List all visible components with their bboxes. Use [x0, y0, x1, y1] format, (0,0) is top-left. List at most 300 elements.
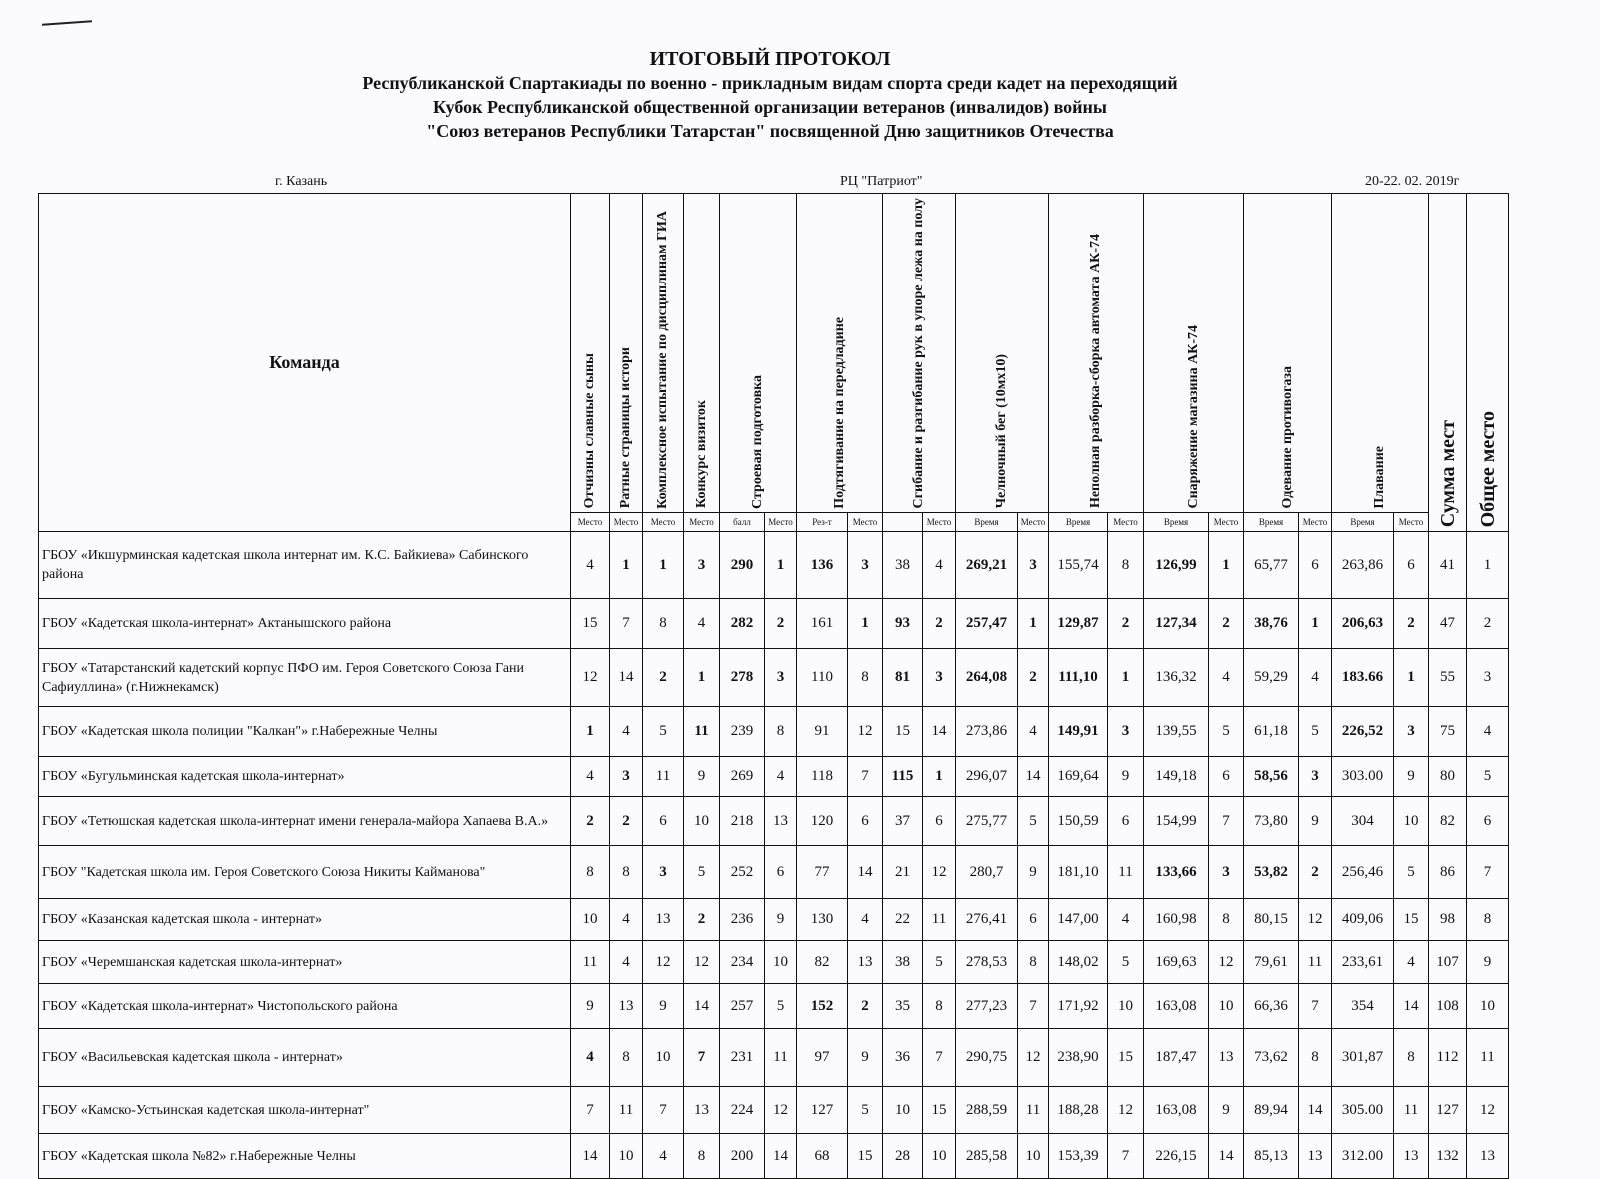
value-cell: 290 — [720, 532, 765, 599]
value-cell: 10 — [610, 1134, 643, 1179]
subheader-cell: Место — [684, 513, 720, 532]
value-cell: 10 — [1394, 797, 1429, 846]
subtitle-line: Республиканской Спартакиады по военно - прикладным видам спорта среди кадет на переходящий — [362, 73, 1178, 93]
value-cell: 275,77 — [956, 797, 1018, 846]
value-cell: 13 — [684, 1087, 720, 1134]
value-cell: 226,52 — [1332, 707, 1394, 757]
value-cell: 206,63 — [1332, 599, 1394, 649]
value-cell: 47 — [1429, 599, 1467, 649]
value-cell: 4 — [571, 1029, 610, 1087]
value-cell: 3 — [1108, 707, 1144, 757]
value-cell: 13 — [1209, 1029, 1244, 1087]
table-row — [39, 1134, 1509, 1179]
value-cell: 11 — [1108, 846, 1144, 899]
header-col-6 — [883, 194, 956, 513]
value-cell: 11 — [765, 1029, 797, 1087]
value-cell: 73,62 — [1244, 1029, 1299, 1087]
header-team: Команда — [39, 194, 571, 532]
value-cell: 9 — [684, 757, 720, 797]
value-cell: 304 — [1332, 797, 1394, 846]
value-cell: 112 — [1429, 1029, 1467, 1087]
value-cell: 288,59 — [956, 1087, 1018, 1134]
value-cell: 14 — [923, 707, 956, 757]
table-row — [39, 649, 1509, 707]
value-cell: 3 — [848, 532, 883, 599]
value-cell: 187,47 — [1144, 1029, 1209, 1087]
value-cell: 354 — [1332, 984, 1394, 1029]
value-cell: 5 — [848, 1087, 883, 1134]
value-cell: 111,10 — [1049, 649, 1108, 707]
value-cell: 312.00 — [1332, 1134, 1394, 1179]
value-cell: 2 — [1299, 846, 1332, 899]
value-cell: 10 — [643, 1029, 684, 1087]
value-cell: 10 — [765, 941, 797, 984]
header-col-12 — [1429, 194, 1467, 532]
team-name: ГБОУ «Икшурминская кадетская школа интернат им. К.С. Байкиева» Сабинского района — [39, 532, 571, 599]
subheader-cell: Место — [848, 513, 883, 532]
value-cell: 13 — [643, 899, 684, 941]
value-cell: 127 — [797, 1087, 848, 1134]
value-cell: 1 — [1299, 599, 1332, 649]
value-cell: 4 — [1467, 707, 1509, 757]
value-cell: 154,99 — [1144, 797, 1209, 846]
value-cell: 13 — [1394, 1134, 1429, 1179]
header-label: Подтягивание на передладине — [831, 316, 847, 509]
subheader-cell: Место — [643, 513, 684, 532]
value-cell: 13 — [1299, 1134, 1332, 1179]
value-cell: 77 — [797, 846, 848, 899]
value-cell: 238,90 — [1049, 1029, 1108, 1087]
header-label: Общее место — [1476, 411, 1499, 528]
value-cell: 3 — [684, 532, 720, 599]
value-cell: 55 — [1429, 649, 1467, 707]
value-cell: 110 — [797, 649, 848, 707]
value-cell: 3 — [643, 846, 684, 899]
subheader-cell: Время — [956, 513, 1018, 532]
value-cell: 8 — [1299, 1029, 1332, 1087]
value-cell: 11 — [1394, 1087, 1429, 1134]
subheader-cell: Время — [1332, 513, 1394, 532]
value-cell: 8 — [848, 649, 883, 707]
table-row — [39, 1087, 1509, 1134]
header-col-1 — [610, 194, 643, 513]
value-cell: 9 — [1018, 846, 1049, 899]
header-col-7 — [956, 194, 1049, 513]
value-cell: 73,80 — [1244, 797, 1299, 846]
value-cell: 269,21 — [956, 532, 1018, 599]
value-cell: 6 — [848, 797, 883, 846]
value-cell: 8 — [765, 707, 797, 757]
value-cell: 3 — [610, 757, 643, 797]
value-cell: 6 — [1299, 532, 1332, 599]
value-cell: 2 — [1394, 599, 1429, 649]
value-cell: 6 — [765, 846, 797, 899]
value-cell: 12 — [684, 941, 720, 984]
value-cell: 188,28 — [1049, 1087, 1108, 1134]
table-row — [39, 1029, 1509, 1087]
value-cell: 233,61 — [1332, 941, 1394, 984]
value-cell: 5 — [643, 707, 684, 757]
value-cell: 1 — [848, 599, 883, 649]
value-cell: 4 — [643, 1134, 684, 1179]
value-cell: 1 — [1018, 599, 1049, 649]
value-cell: 14 — [1018, 757, 1049, 797]
team-name: ГБОУ «Кадетская школа полиции "Калкан"» г.Набережные Челны — [39, 707, 571, 757]
value-cell: 12 — [923, 846, 956, 899]
header-label: Сумма мест — [1436, 420, 1459, 528]
value-cell: 9 — [1108, 757, 1144, 797]
value-cell: 2 — [1018, 649, 1049, 707]
value-cell: 4 — [610, 941, 643, 984]
subheader-cell: Место — [765, 513, 797, 532]
value-cell: 53,82 — [1244, 846, 1299, 899]
value-cell: 7 — [1467, 846, 1509, 899]
subheader-cell: Рез-т — [797, 513, 848, 532]
results-table — [38, 193, 1509, 1179]
value-cell: 120 — [797, 797, 848, 846]
value-cell: 4 — [1394, 941, 1429, 984]
value-cell: 41 — [1429, 532, 1467, 599]
header-col-3 — [684, 194, 720, 513]
value-cell: 2 — [610, 797, 643, 846]
value-cell: 10 — [883, 1087, 923, 1134]
value-cell: 218 — [720, 797, 765, 846]
value-cell: 3 — [1394, 707, 1429, 757]
value-cell: 10 — [1018, 1134, 1049, 1179]
value-cell: 12 — [1299, 899, 1332, 941]
value-cell: 169,63 — [1144, 941, 1209, 984]
value-cell: 10 — [571, 899, 610, 941]
value-cell: 38,76 — [1244, 599, 1299, 649]
value-cell: 4 — [1018, 707, 1049, 757]
value-cell: 10 — [923, 1134, 956, 1179]
value-cell: 301,87 — [1332, 1029, 1394, 1087]
value-cell: 86 — [1429, 846, 1467, 899]
value-cell: 5 — [1018, 797, 1049, 846]
value-cell: 3 — [1299, 757, 1332, 797]
header-col-8 — [1049, 194, 1144, 513]
value-cell: 153,39 — [1049, 1134, 1108, 1179]
team-name: ГБОУ «Камско-Устьинская кадетская школа-интернат" — [39, 1087, 571, 1134]
subheader-cell: Место — [1394, 513, 1429, 532]
value-cell: 12 — [1209, 941, 1244, 984]
header-col-4 — [720, 194, 797, 513]
value-cell: 11 — [571, 941, 610, 984]
value-cell: 97 — [797, 1029, 848, 1087]
value-cell: 4 — [684, 599, 720, 649]
header-label: Сгибание и разгибание рук в упоре лежа на полу — [911, 198, 926, 509]
value-cell: 75 — [1429, 707, 1467, 757]
value-cell: 14 — [765, 1134, 797, 1179]
value-cell: 8 — [1108, 532, 1144, 599]
table-row — [39, 846, 1509, 899]
value-cell: 66,36 — [1244, 984, 1299, 1029]
value-cell: 148,02 — [1049, 941, 1108, 984]
value-cell: 7 — [610, 599, 643, 649]
value-cell: 252 — [720, 846, 765, 899]
value-cell: 82 — [797, 941, 848, 984]
value-cell: 15 — [883, 707, 923, 757]
value-cell: 9 — [765, 899, 797, 941]
value-cell: 181,10 — [1049, 846, 1108, 899]
value-cell: 231 — [720, 1029, 765, 1087]
table-row — [39, 707, 1509, 757]
value-cell: 5 — [1467, 757, 1509, 797]
value-cell: 3 — [1209, 846, 1244, 899]
value-cell: 9 — [1299, 797, 1332, 846]
value-cell: 149,91 — [1049, 707, 1108, 757]
value-cell: 14 — [571, 1134, 610, 1179]
subheader-cell: Место — [1209, 513, 1244, 532]
value-cell: 59,29 — [1244, 649, 1299, 707]
value-cell: 85,13 — [1244, 1134, 1299, 1179]
value-cell: 277,23 — [956, 984, 1018, 1029]
subheader-cell: Время — [1049, 513, 1108, 532]
value-cell: 12 — [571, 649, 610, 707]
value-cell: 5 — [684, 846, 720, 899]
value-cell: 8 — [1209, 899, 1244, 941]
value-cell: 7 — [1108, 1134, 1144, 1179]
value-cell: 65,77 — [1244, 532, 1299, 599]
value-cell: 7 — [1018, 984, 1049, 1029]
value-cell: 108 — [1429, 984, 1467, 1029]
value-cell: 11 — [610, 1087, 643, 1134]
value-cell: 1 — [1394, 649, 1429, 707]
value-cell: 1 — [1209, 532, 1244, 599]
value-cell: 22 — [883, 899, 923, 941]
table-row — [39, 984, 1509, 1029]
value-cell: 3 — [923, 649, 956, 707]
value-cell: 37 — [883, 797, 923, 846]
table-row — [39, 941, 1509, 984]
value-cell: 9 — [1467, 941, 1509, 984]
value-cell: 13 — [1467, 1134, 1509, 1179]
value-cell: 10 — [1108, 984, 1144, 1029]
document-header — [0, 47, 1540, 143]
value-cell: 10 — [1467, 984, 1509, 1029]
value-cell: 5 — [1299, 707, 1332, 757]
value-cell: 80 — [1429, 757, 1467, 797]
value-cell: 8 — [1467, 899, 1509, 941]
value-cell: 2 — [923, 599, 956, 649]
venue: РЦ "Патриот" — [840, 174, 923, 189]
value-cell: 35 — [883, 984, 923, 1029]
subheader-cell: Место — [1018, 513, 1049, 532]
value-cell: 5 — [1209, 707, 1244, 757]
team-name: ГБОУ «Васильевская кадетская школа - интернат» — [39, 1029, 571, 1087]
value-cell: 305.00 — [1332, 1087, 1394, 1134]
value-cell: 9 — [1209, 1087, 1244, 1134]
value-cell: 13 — [848, 941, 883, 984]
value-cell: 98 — [1429, 899, 1467, 941]
value-cell: 257 — [720, 984, 765, 1029]
value-cell: 7 — [684, 1029, 720, 1087]
subheader-cell — [883, 513, 923, 532]
value-cell: 276,41 — [956, 899, 1018, 941]
value-cell: 8 — [571, 846, 610, 899]
value-cell: 68 — [797, 1134, 848, 1179]
header-label: Комплексное испытание по дисциплинам ГИА — [655, 210, 670, 509]
value-cell: 5 — [765, 984, 797, 1029]
subheader-cell: Место — [571, 513, 610, 532]
header-label: Неполная разборка-сборка автомата АК-74 — [1088, 234, 1103, 509]
value-cell: 1 — [923, 757, 956, 797]
value-cell: 8 — [684, 1134, 720, 1179]
value-cell: 9 — [571, 984, 610, 1029]
value-cell: 2 — [765, 599, 797, 649]
value-cell: 8 — [610, 846, 643, 899]
value-cell: 91 — [797, 707, 848, 757]
value-cell: 7 — [1299, 984, 1332, 1029]
value-cell: 9 — [643, 984, 684, 1029]
subtitle-line: Кубок Республиканской общественной организации ветеранов (инвалидов) войны — [433, 97, 1107, 117]
value-cell: 2 — [571, 797, 610, 846]
header-label: Плавание — [1372, 445, 1387, 509]
value-cell: 2 — [684, 899, 720, 941]
subheader-cell: Место — [610, 513, 643, 532]
table-row — [39, 599, 1509, 649]
value-cell: 7 — [571, 1087, 610, 1134]
header-label: Отчизны славные сыны — [582, 353, 597, 509]
value-cell: 6 — [1467, 797, 1509, 846]
table-row — [39, 532, 1509, 599]
value-cell: 136 — [797, 532, 848, 599]
value-cell: 14 — [1209, 1134, 1244, 1179]
header-label: Конкурс визиток — [693, 400, 709, 509]
value-cell: 133,66 — [1144, 846, 1209, 899]
team-name: ГБОУ «Кадетская школа-интернат» Актанышского района — [39, 599, 571, 649]
header-label: Одевание противогаза — [1279, 365, 1295, 509]
header-label: Ратные страницы истори — [618, 347, 633, 509]
value-cell: 13 — [610, 984, 643, 1029]
value-cell: 409,06 — [1332, 899, 1394, 941]
value-cell: 80,15 — [1244, 899, 1299, 941]
value-cell: 147,00 — [1049, 899, 1108, 941]
value-cell: 150,59 — [1049, 797, 1108, 846]
value-cell: 4 — [1299, 649, 1332, 707]
value-cell: 1 — [610, 532, 643, 599]
value-cell: 15 — [848, 1134, 883, 1179]
value-cell: 169,64 — [1049, 757, 1108, 797]
value-cell: 160,98 — [1144, 899, 1209, 941]
value-cell: 6 — [923, 797, 956, 846]
value-cell: 6 — [1394, 532, 1429, 599]
value-cell: 136,32 — [1144, 649, 1209, 707]
value-cell: 13 — [765, 797, 797, 846]
value-cell: 2 — [1108, 599, 1144, 649]
team-name: ГБОУ «Кадетская школа-интернат» Чистопольского района — [39, 984, 571, 1029]
value-cell: 171,92 — [1049, 984, 1108, 1029]
value-cell: 278 — [720, 649, 765, 707]
value-cell: 12 — [765, 1087, 797, 1134]
value-cell: 58,56 — [1244, 757, 1299, 797]
value-cell: 1 — [571, 707, 610, 757]
value-cell: 36 — [883, 1029, 923, 1087]
header-col-0 — [571, 194, 610, 513]
value-cell: 7 — [643, 1087, 684, 1134]
value-cell: 257,47 — [956, 599, 1018, 649]
value-cell: 15 — [1394, 899, 1429, 941]
value-cell: 8 — [643, 599, 684, 649]
value-cell: 11 — [1467, 1029, 1509, 1087]
value-cell: 1 — [1467, 532, 1509, 599]
value-cell: 4 — [848, 899, 883, 941]
value-cell: 15 — [923, 1087, 956, 1134]
value-cell: 132 — [1429, 1134, 1467, 1179]
value-cell: 127,34 — [1144, 599, 1209, 649]
value-cell: 8 — [923, 984, 956, 1029]
value-cell: 234 — [720, 941, 765, 984]
value-cell: 10 — [1209, 984, 1244, 1029]
value-cell: 61,18 — [1244, 707, 1299, 757]
subheader-cell: Место — [923, 513, 956, 532]
value-cell: 163,08 — [1144, 1087, 1209, 1134]
value-cell: 1 — [765, 532, 797, 599]
value-cell: 129,87 — [1049, 599, 1108, 649]
value-cell: 82 — [1429, 797, 1467, 846]
value-cell: 1 — [1108, 649, 1144, 707]
value-cell: 4 — [1209, 649, 1244, 707]
value-cell: 130 — [797, 899, 848, 941]
value-cell: 7 — [848, 757, 883, 797]
value-cell: 12 — [848, 707, 883, 757]
value-cell: 1 — [643, 532, 684, 599]
value-cell: 161 — [797, 599, 848, 649]
value-cell: 152 — [797, 984, 848, 1029]
value-cell: 1 — [684, 649, 720, 707]
header-col-10 — [1244, 194, 1332, 513]
table-row — [39, 899, 1509, 941]
value-cell: 296,07 — [956, 757, 1018, 797]
value-cell: 278,53 — [956, 941, 1018, 984]
value-cell: 4 — [571, 757, 610, 797]
value-cell: 6 — [1209, 757, 1244, 797]
value-cell: 14 — [1299, 1087, 1332, 1134]
subtitle-line: "Союз ветеранов Республики Татарстан" посвященной Дню защитников Отечества — [426, 121, 1114, 141]
value-cell: 155,74 — [1049, 532, 1108, 599]
team-name: ГБОУ "Кадетская школа им. Героя Советского Союза Никиты Кайманова" — [39, 846, 571, 899]
value-cell: 8 — [1018, 941, 1049, 984]
team-name: ГБОУ «Черемшанская кадетская школа-интернат» — [39, 941, 571, 984]
value-cell: 93 — [883, 599, 923, 649]
value-cell: 4 — [610, 707, 643, 757]
value-cell: 15 — [1108, 1029, 1144, 1087]
value-cell: 10 — [684, 797, 720, 846]
header-label: Челночный бег (10мх10) — [994, 354, 1009, 509]
value-cell: 9 — [1394, 757, 1429, 797]
value-cell: 9 — [848, 1029, 883, 1087]
team-name: ГБОУ «Татарстанский кадетский корпус ПФО им. Героя Советского Союза Гани Сафиуллина» (г.Нижнекамск) — [39, 649, 571, 707]
value-cell: 139,55 — [1144, 707, 1209, 757]
subheader-cell: Время — [1244, 513, 1299, 532]
value-cell: 118 — [797, 757, 848, 797]
value-cell: 127 — [1429, 1087, 1467, 1134]
value-cell: 263,86 — [1332, 532, 1394, 599]
value-cell: 11 — [1299, 941, 1332, 984]
value-cell: 183.66 — [1332, 649, 1394, 707]
value-cell: 11 — [923, 899, 956, 941]
value-cell: 273,86 — [956, 707, 1018, 757]
value-cell: 89,94 — [1244, 1087, 1299, 1134]
value-cell: 11 — [684, 707, 720, 757]
value-cell: 6 — [1108, 797, 1144, 846]
value-cell: 12 — [643, 941, 684, 984]
team-name: ГБОУ «Казанская кадетская школа - интернат» — [39, 899, 571, 941]
header-col-13 — [1467, 194, 1509, 532]
value-cell: 14 — [848, 846, 883, 899]
value-cell: 126,99 — [1144, 532, 1209, 599]
value-cell: 2 — [848, 984, 883, 1029]
